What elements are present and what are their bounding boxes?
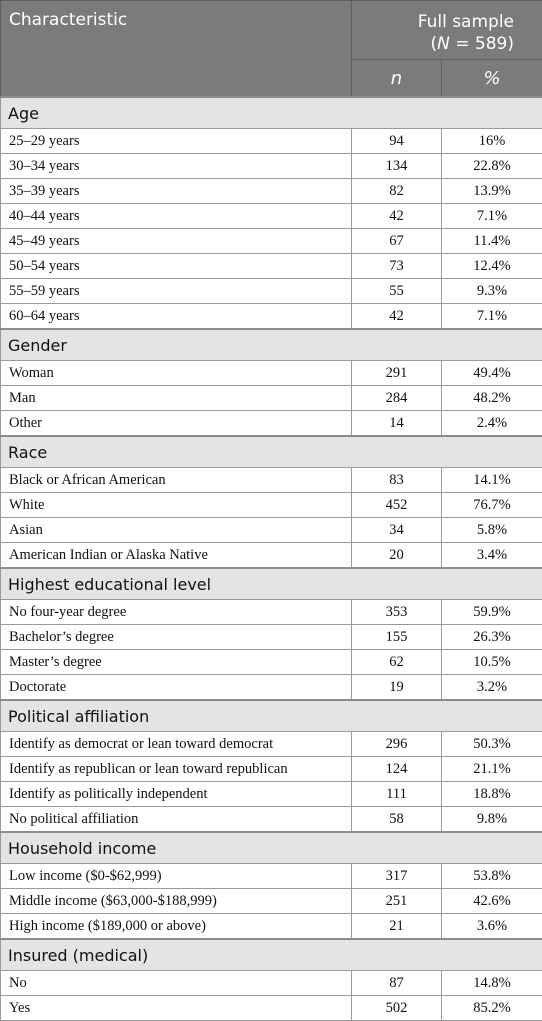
table-row [1,411,542,437]
row-count: 42 [352,304,442,330]
row-count: 20 [352,543,442,569]
row-percent: 11.4% [442,229,542,254]
row-label: Identify as democrat or lean toward democrat [1,732,352,757]
row-label: 45–49 years [1,229,352,254]
row-label: Bachelor’s degree [1,625,352,650]
row-percent: 9.3% [442,279,542,304]
section-header-row [1,939,542,971]
row-label: Man [1,386,352,411]
table-row [1,600,542,625]
row-percent: 7.1% [442,204,542,229]
row-label: Middle income ($63,000-$188,999) [1,889,352,914]
row-label: White [1,493,352,518]
row-label: Other [1,411,352,437]
table-row [1,279,542,304]
row-percent: 48.2% [442,386,542,411]
section-title: Insured (medical) [1,939,542,971]
table-row [1,782,542,807]
table-row [1,179,542,204]
table-row [1,996,542,1021]
row-percent: 13.9% [442,179,542,204]
table-row [1,518,542,543]
row-percent: 21.1% [442,757,542,782]
section-title: Race [1,436,542,468]
row-label: Doctorate [1,675,352,701]
row-count: 111 [352,782,442,807]
row-label: Black or African American [1,468,352,493]
row-percent: 16% [442,129,542,154]
row-label: 60–64 years [1,304,352,330]
table-row [1,864,542,889]
row-count: 284 [352,386,442,411]
table-row [1,807,542,833]
row-count: 55 [352,279,442,304]
section-title: Household income [1,832,542,864]
row-count: 155 [352,625,442,650]
section-title: Age [1,97,542,129]
table-row [1,650,542,675]
row-count: 452 [352,493,442,518]
row-percent: 9.8% [442,807,542,833]
row-label: 30–34 years [1,154,352,179]
row-percent: 85.2% [442,996,542,1021]
row-percent: 3.4% [442,543,542,569]
table-row [1,625,542,650]
table-row [1,732,542,757]
row-label: No [1,971,352,996]
row-label: Identify as politically independent [1,782,352,807]
table-row [1,361,542,386]
section-header-row [1,329,542,361]
table-row [1,304,542,330]
row-percent: 3.2% [442,675,542,701]
row-label: American Indian or Alaska Native [1,543,352,569]
row-percent: 26.3% [442,625,542,650]
table-row [1,229,542,254]
row-percent: 10.5% [442,650,542,675]
sample-size-value: = 589) [450,34,514,54]
row-count: 124 [352,757,442,782]
section-header-row [1,436,542,468]
row-label: Low income ($0-$62,999) [1,864,352,889]
row-percent: 3.6% [442,914,542,940]
table-row [1,914,542,940]
section-title: Political affiliation [1,700,542,732]
row-percent: 22.8% [442,154,542,179]
section-header-row [1,832,542,864]
row-label: No four-year degree [1,600,352,625]
row-label: 35–39 years [1,179,352,204]
row-count: 42 [352,204,442,229]
row-percent: 76.7% [442,493,542,518]
row-count: 34 [352,518,442,543]
row-percent: 2.4% [442,411,542,437]
table-body [1,97,542,1021]
row-count: 134 [352,154,442,179]
row-count: 83 [352,468,442,493]
table-row [1,154,542,179]
row-count: 353 [352,600,442,625]
sample-size-prefix: ( [431,34,438,54]
row-count: 67 [352,229,442,254]
row-percent: 53.8% [442,864,542,889]
row-label: 25–29 years [1,129,352,154]
row-count: 73 [352,254,442,279]
table-row [1,757,542,782]
row-percent: 12.4% [442,254,542,279]
section-header-row [1,700,542,732]
row-percent: 50.3% [442,732,542,757]
row-count: 62 [352,650,442,675]
row-count: 251 [352,889,442,914]
table-row [1,889,542,914]
table-row [1,543,542,569]
row-percent: 18.8% [442,782,542,807]
table-row [1,468,542,493]
row-percent: 49.4% [442,361,542,386]
section-header-row [1,568,542,600]
characteristic-header: Characteristic [1,1,352,98]
section-title: Gender [1,329,542,361]
section-header-row [1,97,542,129]
table-row [1,675,542,701]
row-count: 317 [352,864,442,889]
sample-size-symbol: N [437,34,450,54]
row-percent: 14.1% [442,468,542,493]
row-percent: 14.8% [442,971,542,996]
row-count: 94 [352,129,442,154]
row-percent: 7.1% [442,304,542,330]
row-count: 291 [352,361,442,386]
percent-column-header: % [442,60,542,98]
table-row [1,386,542,411]
section-title: Highest educational level [1,568,542,600]
full-sample-header [352,1,542,60]
row-count: 296 [352,732,442,757]
row-count: 58 [352,807,442,833]
row-count: 502 [352,996,442,1021]
table-row [1,493,542,518]
table-row [1,971,542,996]
row-label: Yes [1,996,352,1021]
row-count: 14 [352,411,442,437]
row-percent: 42.6% [442,889,542,914]
table-row [1,254,542,279]
row-count: 19 [352,675,442,701]
row-label: High income ($189,000 or above) [1,914,352,940]
row-count: 21 [352,914,442,940]
table-row [1,129,542,154]
row-label: 55–59 years [1,279,352,304]
row-percent: 59.9% [442,600,542,625]
row-label: No political affiliation [1,807,352,833]
row-label: 50–54 years [1,254,352,279]
full-sample-label: Full sample [418,12,514,32]
row-label: 40–44 years [1,204,352,229]
n-column-header: n [352,60,442,98]
row-label: Asian [1,518,352,543]
row-count: 87 [352,971,442,996]
row-count: 82 [352,179,442,204]
row-label: Master’s degree [1,650,352,675]
row-percent: 5.8% [442,518,542,543]
table-row [1,204,542,229]
row-label: Woman [1,361,352,386]
row-label: Identify as republican or lean toward republican [1,757,352,782]
table-header [1,1,542,98]
